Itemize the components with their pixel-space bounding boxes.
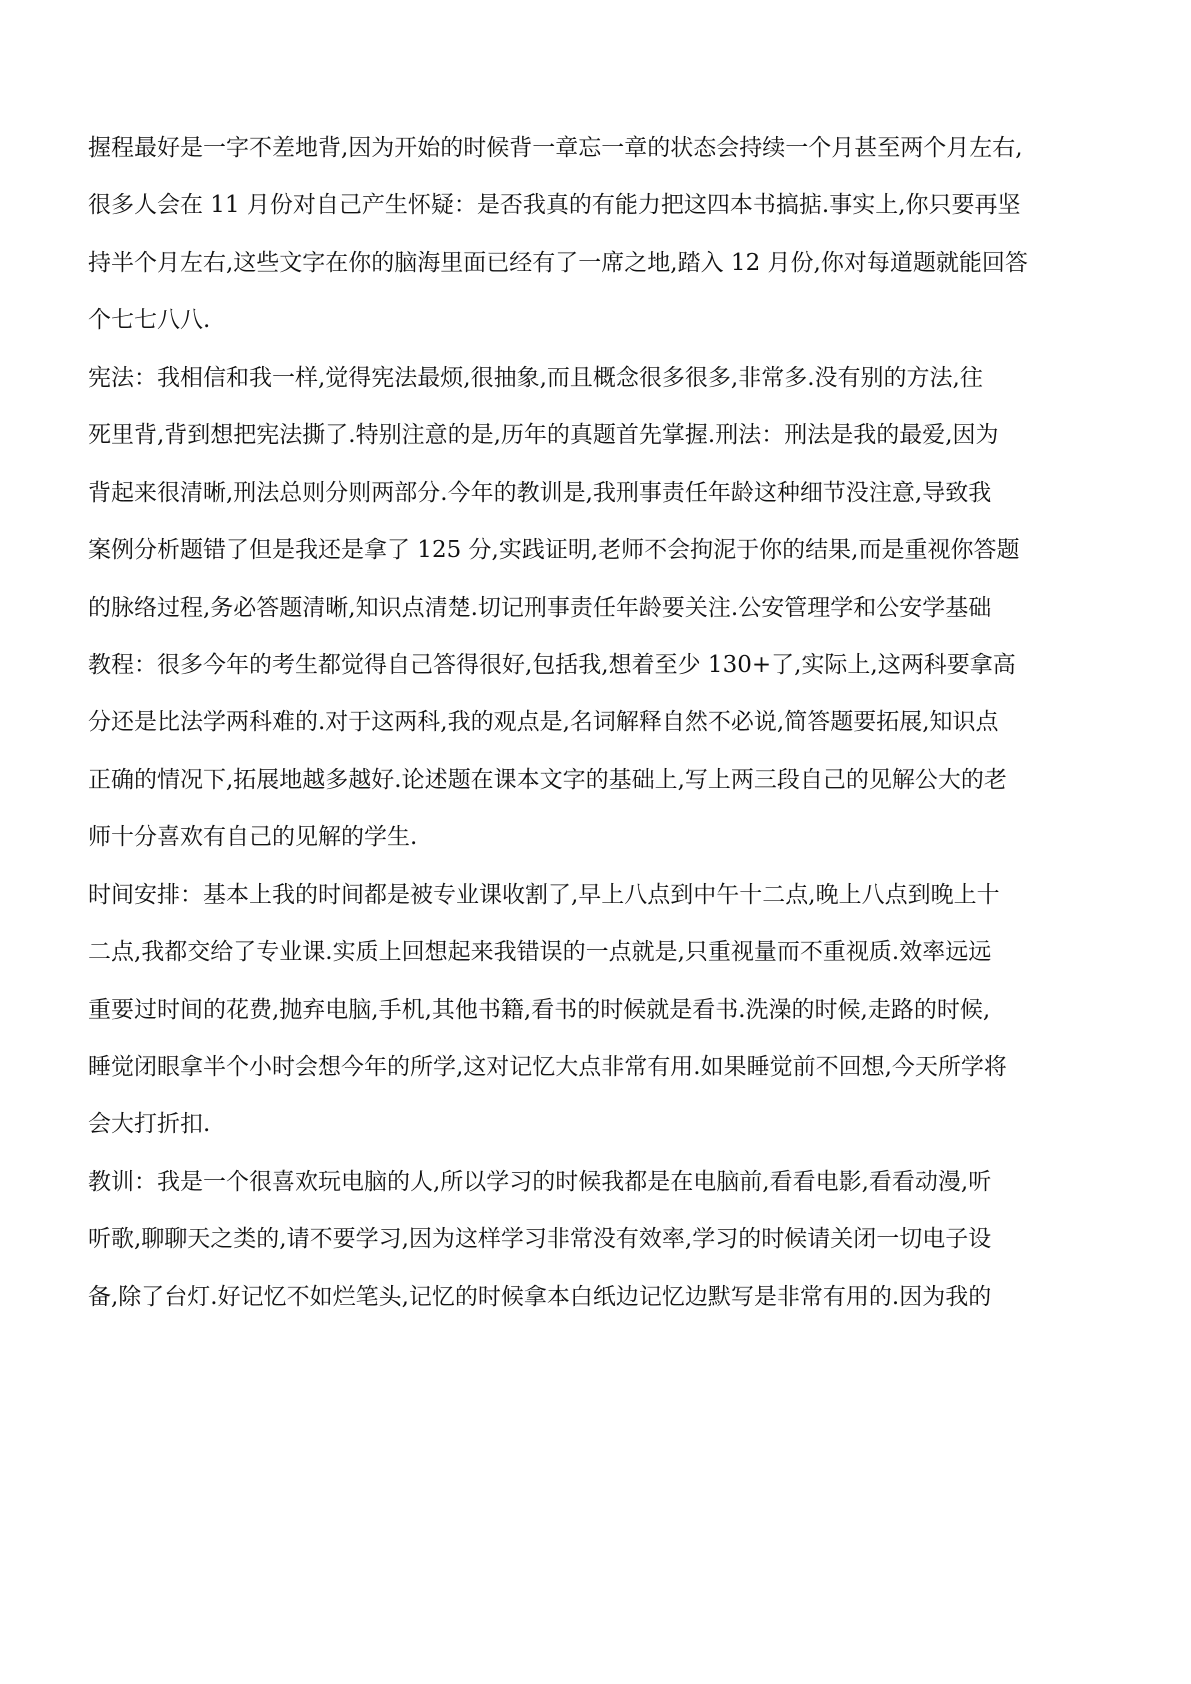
text-line: 会大打折扣.: [88, 1111, 211, 1138]
text-line: 师十分喜欢有自己的见解的学生.: [88, 824, 418, 851]
text-line: 死里背,背到想把宪法撕了.特别注意的是,历年的真题首先掌握.刑法：刑法是我的最爱,因为: [88, 422, 999, 449]
text-line: 握程最好是一字不差地背,因为开始的时候背一章忘一章的状态会持续一个月甚至两个月左右,: [88, 135, 1023, 161]
text-line: 正确的情况下,拓展地越多越好.论述题在课本文字的基础上,写上两三段自己的见解公大的老: [88, 766, 1007, 793]
text-line: 听歌,聊聊天之类的,请不要学习,因为这样学习非常没有效率,学习的时候请关闭一切电子设: [88, 1226, 992, 1253]
text-line: 备,除了台灯.好记忆不如烂笔头,记忆的时候拿本白纸边记忆边默写是非常有用的.因为我的: [88, 1283, 992, 1310]
text-line: 背起来很清晰,刑法总则分则两部分.今年的教训是,我刑事责任年龄这种细节没注意,导致我: [88, 479, 992, 506]
text-line: 教程：很多今年的考生都觉得自己答得很好,包括我,想着至少 130+了,实际上,这两科要拿高: [88, 651, 1016, 678]
text-line: 二点,我都交给了专业课.实质上回想起来我错误的一点就是,只重视量而不重视质.效率远远: [88, 939, 992, 966]
text-line: 睡觉闭眼拿半个小时会想今年的所学,这对记忆大点非常有用.如果睡觉前不回想,今天所学将: [88, 1054, 1007, 1080]
text-line: 个七七八八.: [88, 307, 211, 334]
text-line: 案例分析题错了但是我还是拿了 125 分,实践证明,老师不会拘泥于你的结果,而是重视你答题: [88, 537, 1020, 564]
text-line: 重要过时间的花费,抛弃电脑,手机,其他书籍,看书的时候就是看书.洗澡的时候,走路的时候,: [88, 996, 991, 1023]
text-line: 时间安排：基本上我的时间都是被专业课收割了,早上八点到中午十二点,晚上八点到晚上十: [88, 881, 1000, 908]
text-line: 宪法：我相信和我一样,觉得宪法最烦,很抽象,而且概念很多很多,非常多.没有别的方法,往: [88, 364, 983, 391]
body-text: [88, 120, 1118, 1326]
text-line: 分还是比法学两科难的.对于这两科,我的观点是,名词解释自然不必说,简答题要拓展,知识点: [88, 709, 999, 736]
text-line: 很多人会在 11 月份对自己产生怀疑：是否我真的有能力把这四本书搞掂.事实上,你只要再坚: [88, 192, 1021, 219]
text-line: 的脉络过程,务必答题清晰,知识点清楚.切记刑事责任年龄要关注.公安管理学和公安学基础: [88, 594, 992, 621]
text-line: 教训：我是一个很喜欢玩电脑的人,所以学习的时候我都是在电脑前,看看电影,看看动漫,听: [88, 1168, 992, 1195]
text-line: 持半个月左右,这些文字在你的脑海里面已经有了一席之地,踏入 12 月份,你对每道题就能回答: [88, 249, 1028, 276]
